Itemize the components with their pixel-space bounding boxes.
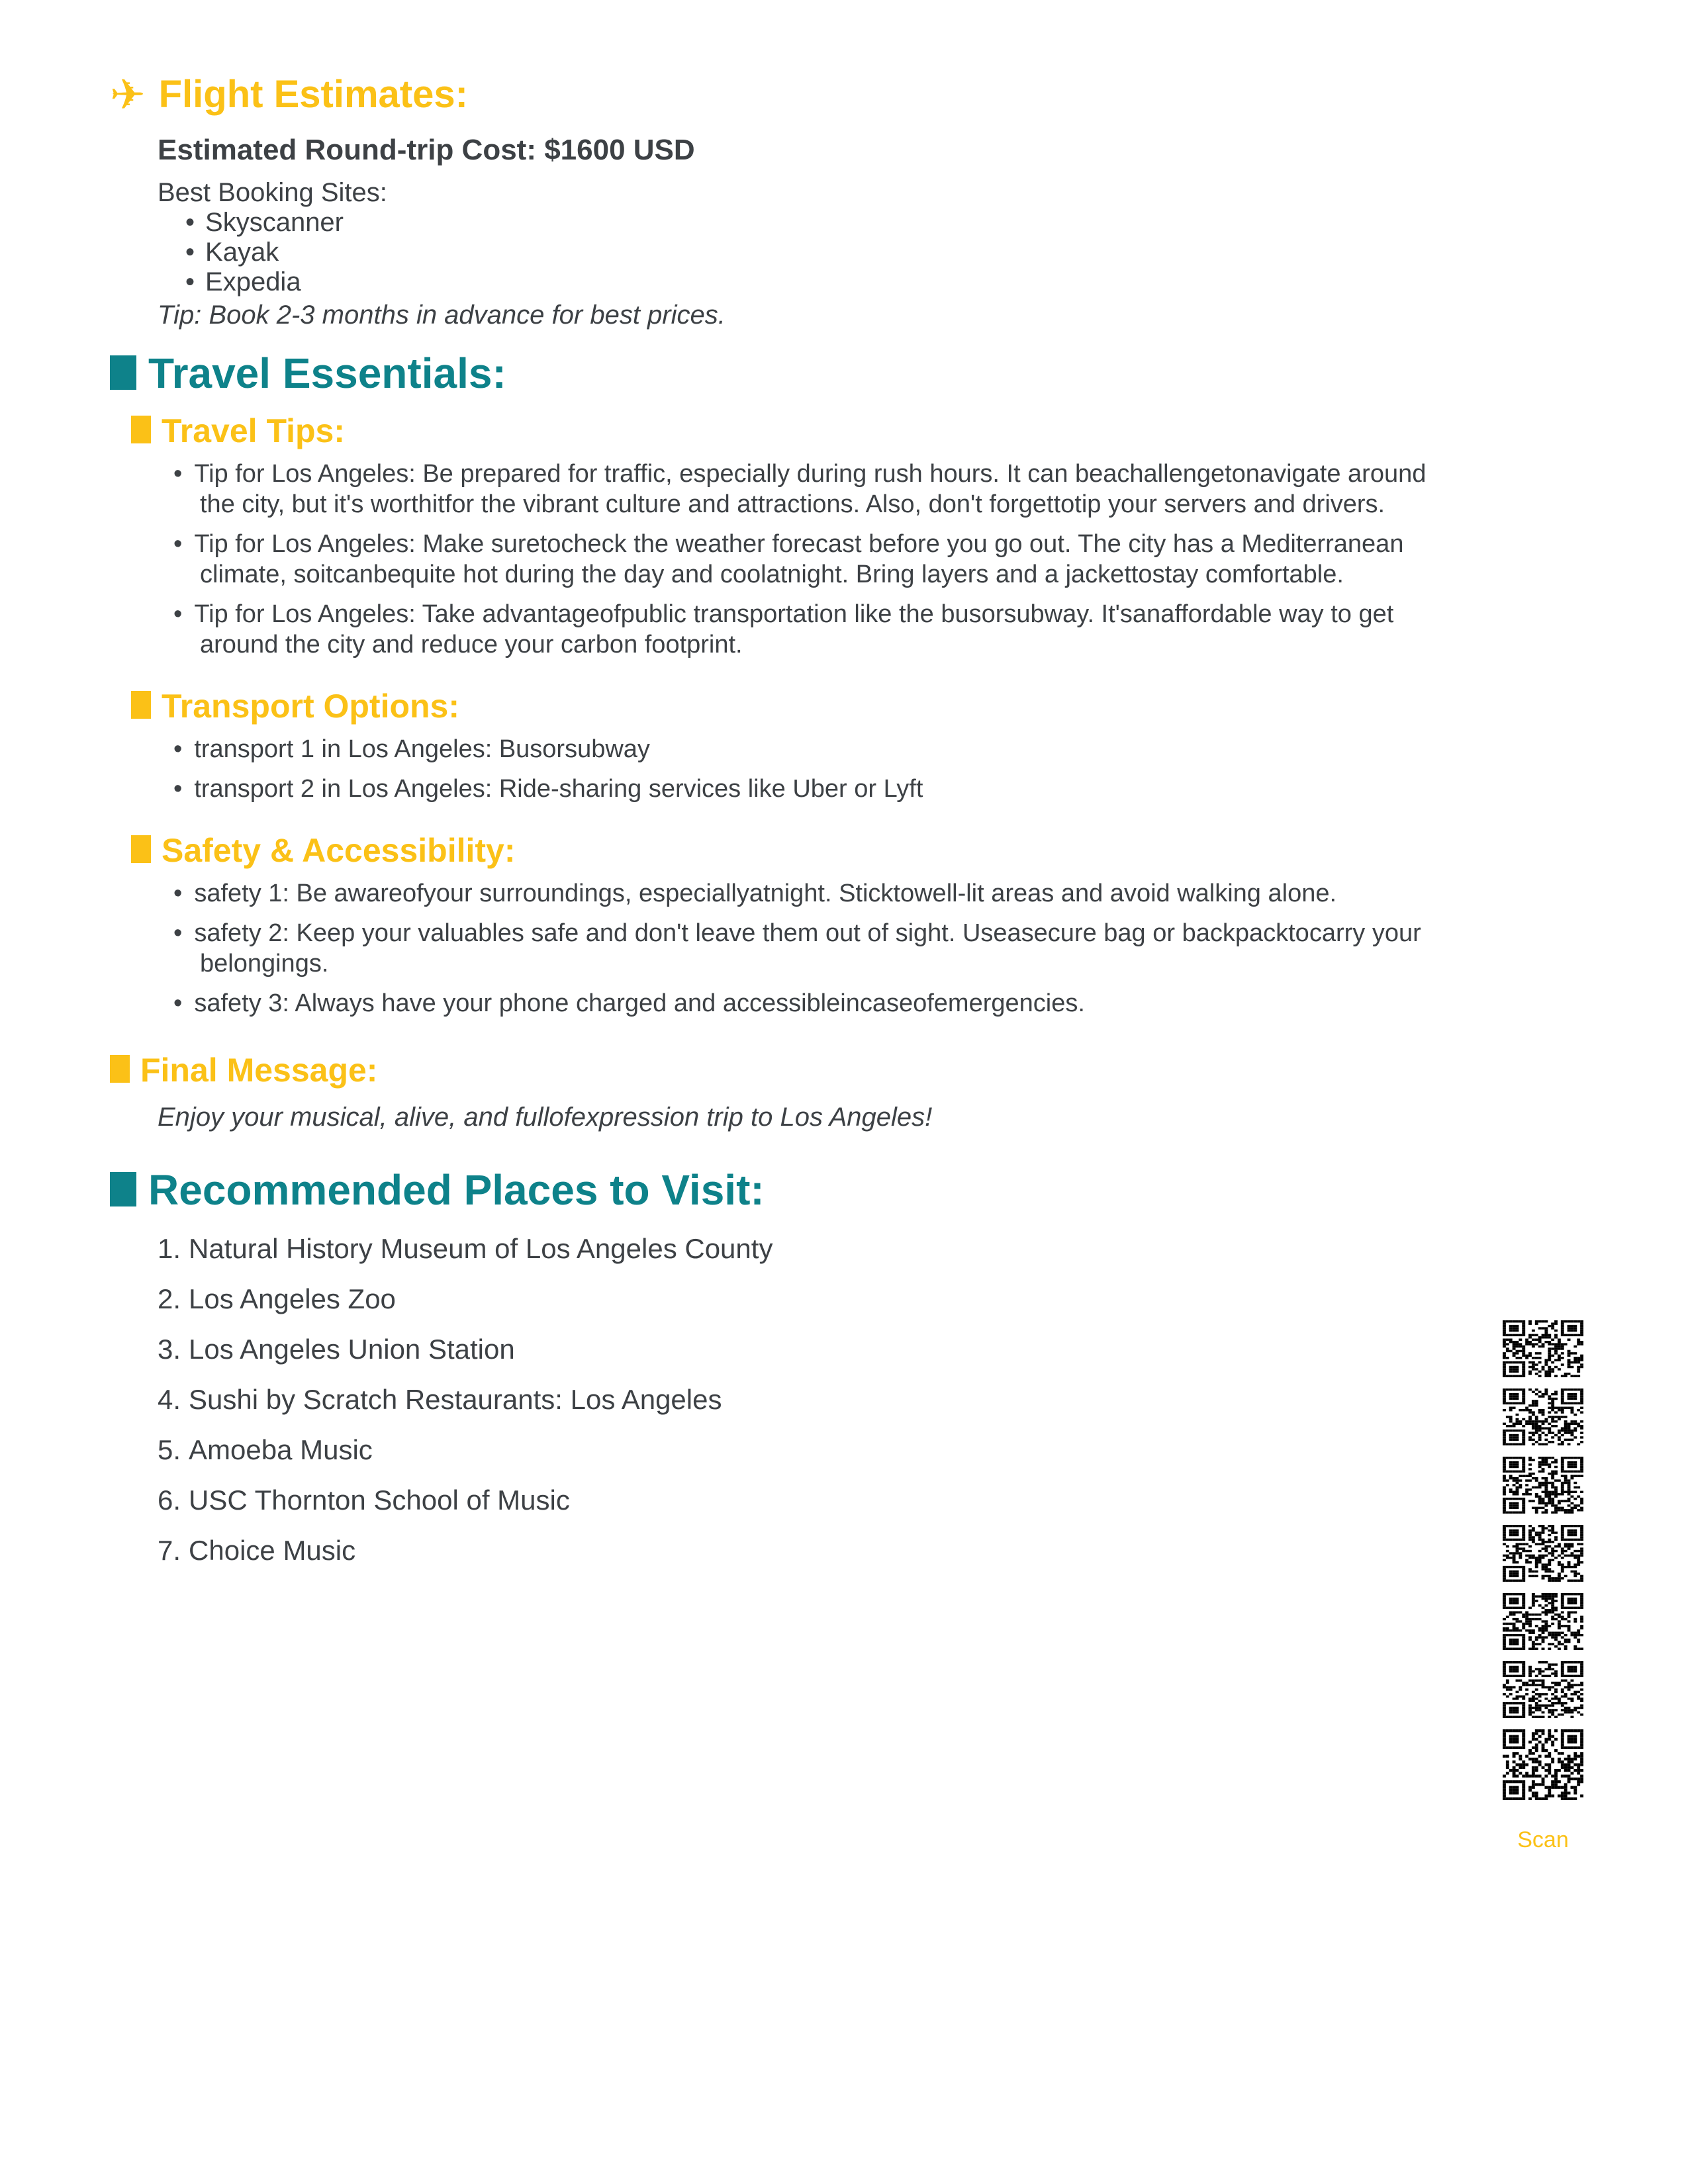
qr-column — [1503, 1320, 1583, 1852]
travel-essentials-title: Travel Essentials: — [148, 349, 506, 397]
teal-square-icon — [110, 1172, 136, 1206]
recommended-places-heading — [110, 1167, 1688, 1213]
travel-tips-heading — [131, 412, 1688, 449]
final-message-title: Final Message: — [140, 1052, 378, 1089]
travel-tips-list — [173, 459, 1431, 660]
qr-code — [1503, 1457, 1583, 1514]
travel-tip-item: • Tip for Los Angeles: Take advantageofpublic transportation like the busorsubway. It'sanaffordable way to get around the city and reduce your carbon footprint. — [173, 599, 1431, 660]
booking-site-item: • Skyscanner — [185, 208, 1688, 238]
place-item: 4. Sushi by Scratch Restaurants: Los Angeles — [158, 1384, 722, 1415]
place-item: 3. Los Angeles Union Station — [158, 1334, 515, 1365]
booking-tip: Tip: Book 2-3 months in advance for best prices. — [158, 300, 726, 330]
safety-list — [173, 878, 1431, 1019]
yellow-square-icon — [110, 1055, 130, 1083]
transport-options-heading — [131, 688, 1688, 725]
transport-option-item: • transport 1 in Los Angeles: Busorsubway — [173, 734, 1431, 764]
place-item: 7. Choice Music — [158, 1535, 356, 1566]
scan-label: Scan — [1517, 1827, 1569, 1852]
yellow-square-icon — [131, 691, 151, 719]
safety-accessibility-title: Safety & Accessibility: — [162, 832, 516, 869]
final-message-text: Enjoy your musical, alive, and fullofexpression trip to Los Angeles! — [158, 1103, 933, 1132]
safety-accessibility-heading — [131, 832, 1688, 869]
safety-item: • safety 2: Keep your valuables safe and don't leave them out of sight. Useasecure bag or backpacktocarry your belongings. — [173, 918, 1431, 979]
qr-code — [1503, 1525, 1583, 1582]
qr-code — [1503, 1729, 1583, 1800]
plane-icon: ✈ — [110, 71, 146, 118]
travel-tip-item: • Tip for Los Angeles: Be prepared for traffic, especially during rush hours. It can beachallengetonavigate around the city, but it's worthitfor the vibrant culture and attractions. Also, don't forgettotip your servers and drivers. — [173, 459, 1431, 520]
final-message-heading — [110, 1052, 1688, 1089]
teal-square-icon — [110, 355, 136, 390]
safety-item: • safety 1: Be awareofyour surroundings, especiallyatnight. Sticktowell-lit areas and avoid walking alone. — [173, 878, 1431, 909]
place-item: 5. Amoeba Music — [158, 1434, 373, 1465]
recommended-places-title: Recommended Places to Visit: — [148, 1166, 765, 1214]
flight-estimates-title: Flight Estimates: — [158, 73, 468, 116]
transport-option-item: • transport 2 in Los Angeles: Ride-sharing services like Uber or Lyft — [173, 774, 1431, 804]
transport-options-title: Transport Options: — [162, 688, 459, 725]
roundtrip-cost: Estimated Round-trip Cost: $1600 USD — [158, 134, 695, 166]
booking-site-item: • Kayak — [185, 238, 1688, 267]
qr-code — [1503, 1320, 1583, 1377]
travel-essentials-heading — [110, 350, 1688, 396]
transport-options-list — [173, 734, 1431, 804]
yellow-square-icon — [131, 416, 151, 443]
booking-sites-list — [185, 208, 1688, 297]
booking-sites-label: Best Booking Sites: — [158, 178, 387, 207]
qr-code — [1503, 1661, 1583, 1718]
qr-code — [1503, 1593, 1583, 1650]
places-list — [158, 1233, 1688, 1567]
flight-estimates-heading — [110, 71, 1688, 118]
place-item: 1. Natural History Museum of Los Angeles County — [158, 1233, 773, 1264]
booking-site-item: • Expedia — [185, 267, 1688, 297]
place-item: 2. Los Angeles Zoo — [158, 1283, 396, 1314]
safety-item: • safety 3: Always have your phone charged and accessibleincaseofemergencies. — [173, 988, 1431, 1019]
yellow-square-icon — [131, 835, 151, 863]
travel-tip-item: • Tip for Los Angeles: Make suretocheck the weather forecast before you go out. The city has a Mediterranean climate, soitcanbequite hot during the day and coolatnight. Bring layers and a jackettostay comfortable. — [173, 529, 1431, 590]
travel-tips-title: Travel Tips: — [162, 412, 345, 449]
place-item: 6. USC Thornton School of Music — [158, 1484, 570, 1516]
qr-code — [1503, 1388, 1583, 1445]
